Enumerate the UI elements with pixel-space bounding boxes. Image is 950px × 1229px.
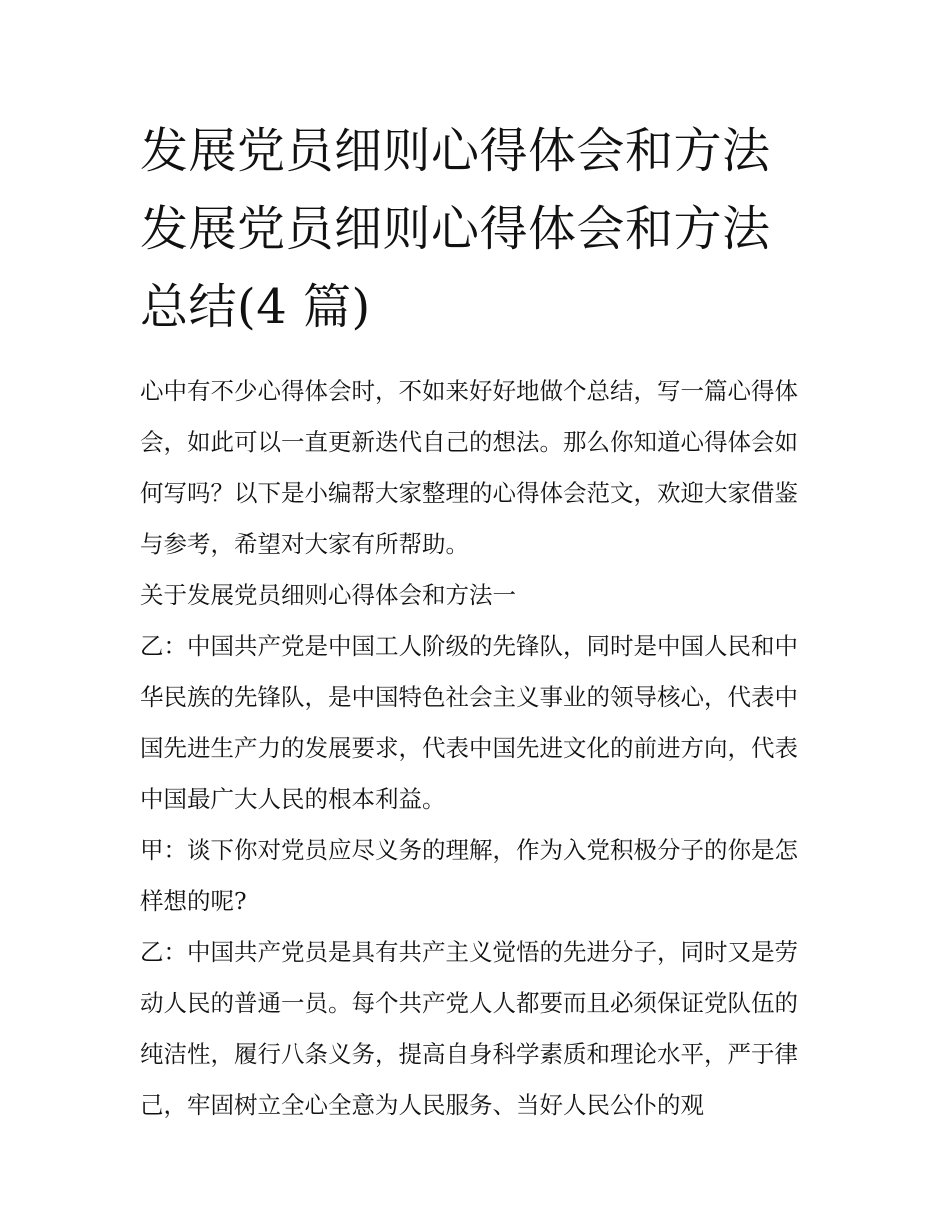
- paragraph-question: 甲：谈下你对党员应尽义务的理解，作为入党积极分子的你是怎样想的呢?: [140, 836, 798, 915]
- document-page: [140, 112, 820, 1131]
- paragraph-answer-2: 乙：中国共产党员是具有共产主义觉悟的先进分子，同时又是劳动人民的普通一员。每个共产党人人都要而且必须保证党队伍的纯洁性，履行八条义务，提高自身科学素质和理论水平，严于律己，牢固树立全心全意为人民服务、当好人民公仆的观: [140, 938, 798, 1119]
- title-line-3: 总结(4 篇): [140, 279, 371, 335]
- intro-paragraph: 心中有不少心得体会时，不如来好好地做个总结，写一篇心得体会，如此可以一直更新迭代自己的想法。那么你知道心得体会如何写吗？以下是小编帮大家整理的心得体会范文，欢迎大家借鉴与参考，希望对大家有所帮助。: [140, 377, 798, 558]
- section-heading: 关于发展党员细则心得体会和方法一: [140, 581, 516, 609]
- document-body: [140, 366, 820, 1131]
- title-line-2: 发展党员细则心得体会和方法: [140, 201, 771, 257]
- paragraph-answer-1: 乙：中国共产党是中国工人阶级的先锋队，同时是中国人民和中华民族的先锋队，是中国特色社会主义事业的领导核心，代表中国先进生产力的发展要求，代表中国先进文化的前进方向，代表中国最广大人民的根本利益。: [140, 632, 798, 813]
- document-title: [140, 112, 820, 346]
- title-line-1: 发展党员细则心得体会和方法: [140, 123, 771, 179]
